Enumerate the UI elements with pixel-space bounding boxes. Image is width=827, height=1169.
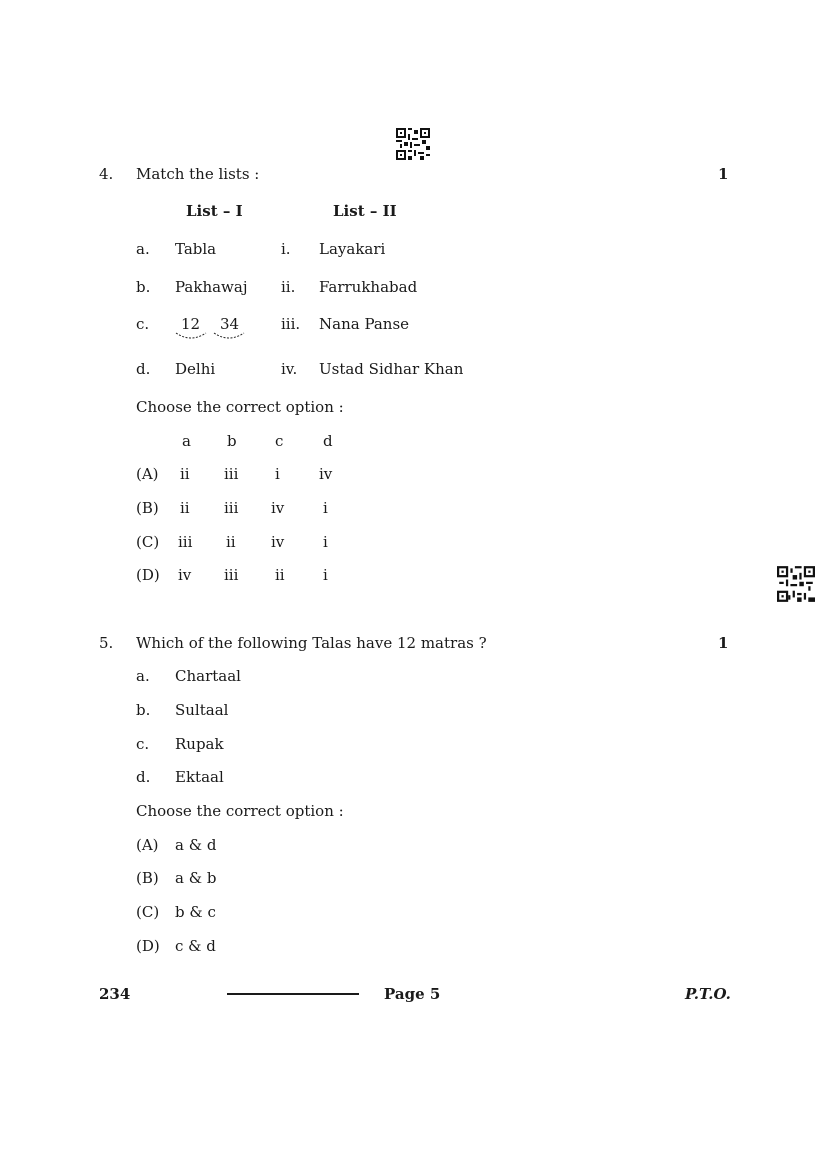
option-value: i [275,465,280,483]
option-text: a & d [175,836,217,854]
option-text: b & c [175,903,216,921]
list-item-text: Rupak [175,735,224,753]
list-item-num: iii. [281,315,301,333]
list-item-num: ii. [281,278,296,296]
list-item-key: b. [136,701,151,719]
option-text: c & d [175,937,216,955]
option-label[interactable]: (B) [136,499,159,517]
list-item-key: b. [136,278,151,296]
list-item-key: a. [136,667,150,685]
option-value: iv [319,465,333,483]
list-item-match: Ustad Sidhar Khan [319,360,464,378]
list-item-key: d. [136,768,151,786]
list-item-text: Pakhawaj [175,278,248,296]
list-item-key: a. [136,240,150,258]
qr-code-icon [777,566,815,602]
question-number: 4. [99,165,114,183]
list-item-key: d. [136,360,151,378]
option-value: iv [271,499,285,517]
option-value: i [323,499,328,517]
bol-arc-mark [212,331,246,341]
taal-bol-group: 34 [220,315,240,333]
option-value: ii [226,533,236,551]
list-item-num: i. [281,240,291,258]
question-number: 5. [99,634,114,652]
list-item-text: Delhi [175,360,216,378]
list-item-match: Farrukhabad [319,278,418,296]
question-marks: 1 [718,634,729,652]
option-label[interactable]: (A) [136,465,159,483]
list-item-num: iv. [281,360,298,378]
option-value: ii [180,465,190,483]
bol-arc-mark [174,331,208,341]
table-header: a [182,432,191,450]
option-value: iii [224,566,239,584]
table-header: d [323,432,333,450]
list-item-match: Layakari [319,240,386,258]
list-item-text: Tabla [175,240,217,258]
option-label[interactable]: (A) [136,836,159,854]
choose-option-label: Choose the correct option : [136,398,344,416]
list-item-text: Chartaal [175,667,241,685]
option-label[interactable]: (C) [136,533,160,551]
option-value: iv [178,566,192,584]
list-item-match: Nana Panse [319,315,410,333]
list-header-2: List – II [333,202,397,220]
list-header-1: List – I [186,202,243,220]
option-value: iv [271,533,285,551]
question-marks: 1 [718,165,729,183]
option-text: a & b [175,869,217,887]
option-label[interactable]: (B) [136,869,159,887]
option-value: i [323,566,328,584]
option-value: iii [178,533,193,551]
footer-divider [227,993,359,995]
option-label[interactable]: (D) [136,937,160,955]
list-item-text: Ektaal [175,768,224,786]
page-number: Page 5 [384,985,441,1003]
qr-code-icon [396,128,430,160]
option-value: ii [180,499,190,517]
paper-code: 234 [99,985,131,1003]
taal-bol-group: 12 [181,315,201,333]
list-item-text: Sultaal [175,701,229,719]
option-value: ii [275,566,285,584]
option-label[interactable]: (C) [136,903,160,921]
question-prompt: Match the lists : [136,165,260,183]
list-item-key: c. [136,735,150,753]
choose-option-label: Choose the correct option : [136,802,344,820]
table-header: b [227,432,237,450]
option-label[interactable]: (D) [136,566,160,584]
question-prompt: Which of the following Talas have 12 matras ? [136,634,487,652]
option-value: iii [224,465,239,483]
list-item-key: c. [136,315,150,333]
option-value: iii [224,499,239,517]
option-value: i [323,533,328,551]
pto-label: P.T.O. [685,985,731,1003]
table-header: c [275,432,284,450]
